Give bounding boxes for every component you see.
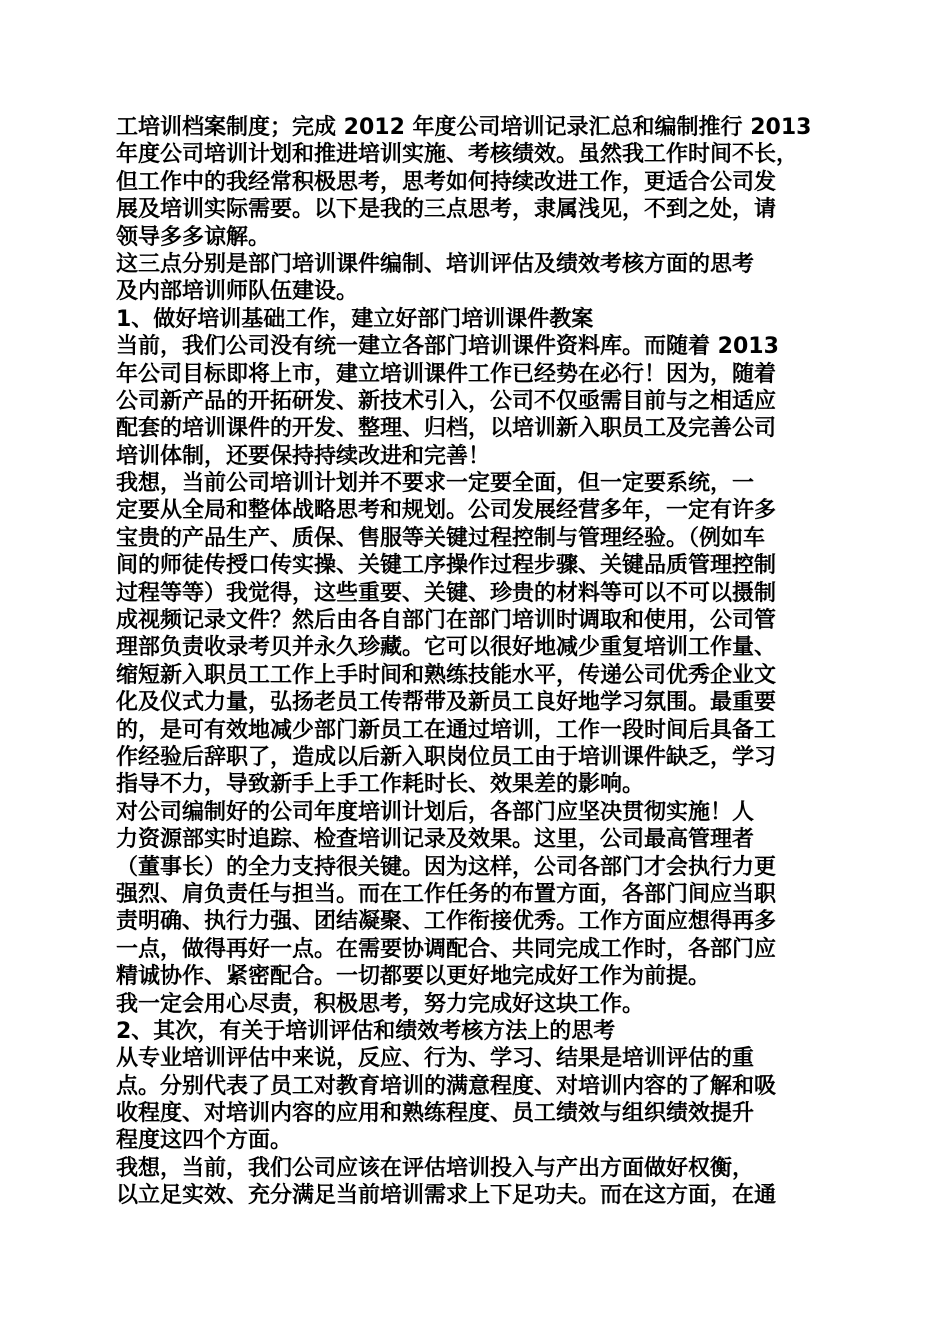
text-line: 作经验后辞职了，造成以后新入职岗位员工由于培训课件缺乏，学习: [116, 744, 777, 770]
document-body: [116, 114, 838, 1210]
text-line: 精诚协作、紧密配合。一切都要以更好地完成好工作为前提。: [116, 964, 711, 990]
text-line: 的，是可有效地减少部门新员工在通过培训，工作一段时间后具备工: [116, 717, 777, 743]
text-line: 对公司编制好的公司年度培训计划后，各部门应坚决贯彻实施！人: [116, 799, 755, 825]
text-line: 收程度、对培训内容的应用和熟练程度、员工绩效与组织绩效提升: [116, 1101, 755, 1127]
text-line: 化及仪式力量，弘扬老员工传帮带及新员工良好地学习氛围。最重要: [116, 690, 777, 716]
text-line: 我一定会用心尽责，积极思考，努力完成好这块工作。: [116, 991, 645, 1017]
text-line: 从专业培训评估中来说，反应、行为、学习、结果是培训评估的重: [116, 1046, 755, 1072]
text-line: 培训体制，还要保持持续改进和完善！: [116, 443, 491, 469]
text-line: 我想，当前，我们公司应该在评估培训投入与产出方面做好权衡，: [116, 1155, 755, 1181]
text-line: 公司新产品的开拓研发、新技术引入，公司不仅亟需目前与之相适应: [116, 388, 777, 414]
text-line: 指导不力，导致新手上手工作耗时长、效果差的影响。: [116, 772, 645, 798]
text-line: 理部负责收录考贝并永久珍藏。它可以很好地减少重复培训工作量、: [116, 635, 777, 661]
text-line: 责明确、执行力强、团结凝聚、工作衔接优秀。工作方面应想得再多: [116, 909, 777, 935]
text-line: 强烈、肩负责任与担当。而在工作任务的布置方面，各部门间应当职: [116, 881, 777, 907]
text-line: 但工作中的我经常积极思考，思考如何持续改进工作，更适合公司发: [116, 169, 777, 195]
text-line: 我想，当前公司培训计划并不要求一定要全面，但一定要系统，一: [116, 471, 755, 497]
text-line: 展及培训实际需要。以下是我的三点思考，隶属浅见，不到之处，请: [116, 197, 777, 223]
text-line: 程度这四个方面。: [116, 1128, 293, 1154]
text-line: 2、其次，有关于培训评估和绩效考核方法上的思考: [116, 1018, 616, 1044]
text-line: 缩短新入职员工工作上手时间和熟练技能水平，传递公司优秀企业文: [116, 662, 777, 688]
text-line: 力资源部实时追踪、检查培训记录及效果。这里，公司最高管理者: [116, 827, 755, 853]
text-line: 间的师徒传授口传实操、关键工序操作过程步骤、关键品质管理控制: [116, 553, 777, 579]
text-line: （董事长）的全力支持很关键。因为这样，公司各部门才会执行力更: [116, 854, 777, 880]
text-line: 1、做好培训基础工作，建立好部门培训课件教案: [116, 306, 594, 332]
text-line: 成视频记录文件？然后由各自部门在部门培训时调取和使用，公司管: [116, 608, 777, 634]
text-line: 宝贵的产品生产、质保、售服等关键过程控制与管理经验。（例如车: [116, 525, 766, 551]
text-line: 工培训档案制度；完成 2012 年度公司培训记录汇总和编制推行 2013: [116, 115, 812, 140]
text-line: 配套的培训课件的开发、整理、归档，以培训新入职员工及完善公司: [116, 416, 777, 442]
text-line: 过程等等）我觉得，这些重要、关键、珍贵的材料等可以不可以摄制: [116, 580, 777, 606]
text-line: 这三点分别是部门培训课件编制、培训评估及绩效考核方面的思考: [116, 251, 755, 277]
text-line: 点。分别代表了员工对教育培训的满意程度、对培训内容的了解和吸: [116, 1073, 777, 1099]
text-line: 及内部培训师队伍建设。: [116, 279, 359, 305]
text-line: 定要从全局和整体战略思考和规划。公司发展经营多年，一定有许多: [116, 498, 777, 524]
text-line: 一点，做得再好一点。在需要协调配合、共同完成工作时，各部门应: [116, 936, 777, 962]
text-line: 以立足实效、充分满足当前培训需求上下足功夫。而在这方面，在通: [116, 1183, 777, 1209]
text-line: 当前，我们公司没有统一建立各部门培训课件资料库。而随着 2013: [116, 334, 779, 360]
text-line: 年度公司培训计划和推进培训实施、考核绩效。虽然我工作时间不长，: [116, 142, 799, 168]
text-line: 领导多多谅解。: [116, 224, 271, 250]
text-line: 年公司目标即将上市，建立培训课件工作已经势在必行！因为，随着: [116, 361, 777, 387]
